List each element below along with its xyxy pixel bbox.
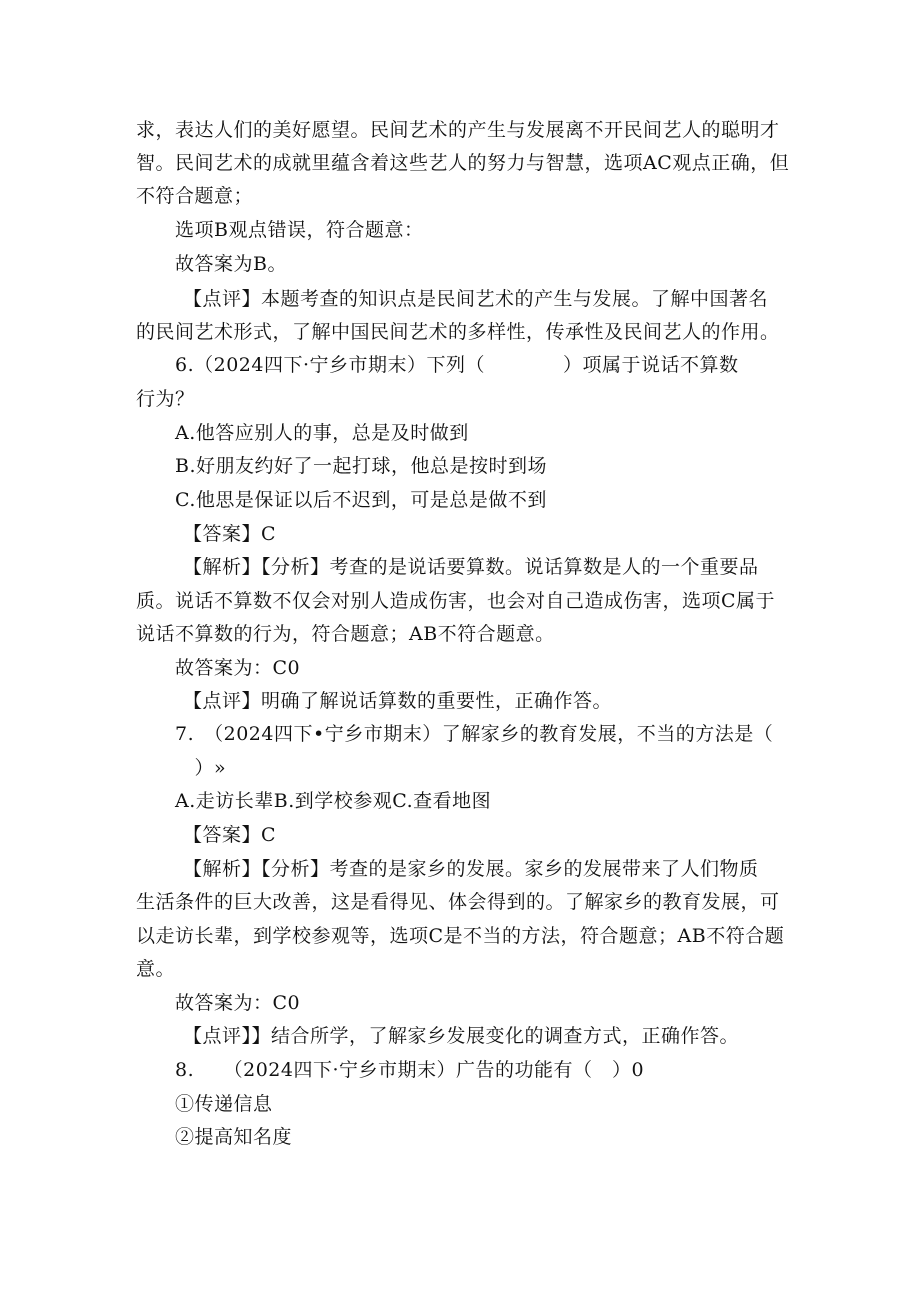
q6-option-c: C.他思是保证以后不迟到，可是总是做不到 <box>175 489 547 511</box>
q7-comment: 【点评】】结合所学，了解家乡发展变化的调查方式，正确作答。 <box>183 1025 740 1047</box>
q6-comment: 【点评】明确了解说话算数的重要性，正确作答。 <box>183 690 613 712</box>
q7-answer: 【答案】C <box>183 824 277 846</box>
q5-analysis-line-1: 求，表达人们的美好愿望。民间艺术的产生与发展离不开民间艺人的聪明才 <box>136 119 780 141</box>
q6-analysis-line-1: 【解析】【分析】考查的是说话要算数。说话算数是人的一个重要品 <box>183 556 759 578</box>
q7-analysis-line-4: 意。 <box>136 958 176 980</box>
q7-stem-line-1: 7. （2024四下•宁乡市期末）了解家乡的教育发展，不当的方法是（ <box>175 723 774 745</box>
q7-stem-line-2: ）» <box>175 757 227 779</box>
q6-stem-line-1: 6.（2024四下·宁乡市期末）下列（ ）项属于说话不算数 <box>175 354 739 376</box>
q6-answer-line: 故答案为：C0 <box>175 657 301 679</box>
q7-analysis-line-1: 【解析】【分析】考查的是家乡的发展。家乡的发展带来了人们物质 <box>183 858 759 880</box>
q6-option-a: A.他答应别人的事，总是及时做到 <box>175 422 469 444</box>
q5-analysis-line-2: 智。民间艺术的成就里蕴含着这些艺人的努力与智慧，选项AC观点正确，但 <box>136 152 790 174</box>
q5-comment-line-1: 【点评】本题考查的知识点是民间艺术的产生与发展。了解中国著名 <box>183 288 769 310</box>
q5-comment-line-2: 的民间艺术形式，了解中国民间艺术的多样性，传承性及民间艺人的作用。 <box>136 321 780 343</box>
q6-analysis-line-2: 质。说话不算数不仅会对别人造成伤害，也会对自己造成伤害，选项C属于 <box>136 590 776 612</box>
q8-item-2: ②提高知名度 <box>175 1126 293 1148</box>
q6-answer: 【答案】C <box>183 523 277 545</box>
q7-analysis-line-2: 生活条件的巨大改善，这是看得见、体会得到的。了解家乡的教育发展，可 <box>136 891 780 913</box>
q6-analysis-line-3: 说话不算数的行为，符合题意；AB不符合题意。 <box>136 623 555 645</box>
q7-options: A.走访长辈B.到学校参观C.查看地图 <box>175 790 492 812</box>
q5-answer-line: 故答案为B。 <box>175 253 287 275</box>
q8-item-1: ①传递信息 <box>175 1093 273 1115</box>
q7-analysis-line-3: 以走访长辈，到学校参观等，选项C是不当的方法，符合题意；AB不符合题 <box>136 925 785 947</box>
q7-answer-line: 故答案为：C0 <box>175 992 301 1014</box>
q6-option-b: B.好朋友约好了一起打球，他总是按时到场 <box>175 455 548 477</box>
q6-stem-line-2: 行为？ <box>136 388 195 410</box>
q5-option-b-note: 选项B观点错误，符合题意： <box>175 219 424 241</box>
q8-stem: 8. （2024四下·宁乡市期末）广告的功能有（ ）0 <box>175 1059 645 1081</box>
q5-analysis-line-3: 不符合题意； <box>136 185 254 207</box>
